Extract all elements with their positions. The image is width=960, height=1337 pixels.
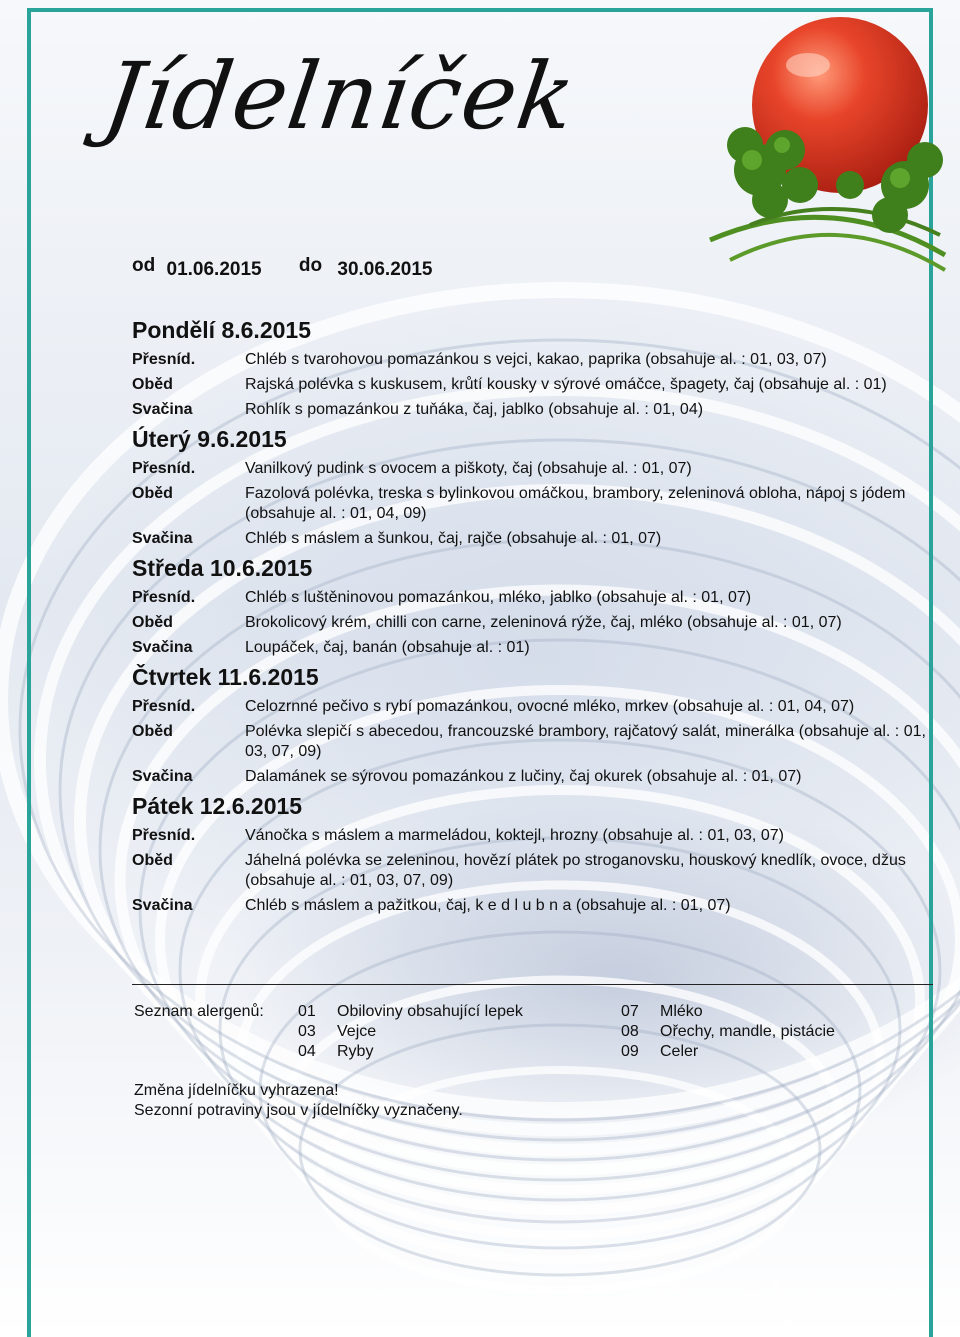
meal-label: Svačina (132, 768, 193, 785)
meal-text: Jáhelná polévka se zeleninou, hovězí plátek po stroganovsku, houskový knedlík, ovoce, džus (obsahuje al. : 01, 03, 07, 09) (245, 852, 906, 889)
allergen-name: Ořechy, mandle, pistácie (660, 1023, 835, 1040)
meal-row (132, 767, 932, 787)
day-title: Pátek 12.6.2015 (132, 793, 303, 819)
meal-text: Dalamánek se sýrovou pomazánkou z lučiny, čaj okurek (obsahuje al. : 01, 07) (245, 768, 802, 785)
meal-row (132, 484, 932, 524)
meal-text: Polévka slepičí s abecedou, francouzské brambory, rajčatový salát, minerálka (obsahuje al. : 01, 03, 07, 09) (245, 723, 926, 760)
meal-label: Svačina (132, 401, 193, 418)
meal-row (132, 826, 932, 846)
day-title: Pondělí 8.6.2015 (132, 317, 311, 343)
meal-label: Oběd (132, 376, 173, 393)
allergen-item (621, 1002, 835, 1022)
meal-text: Rohlík s pomazánkou z tuňáka, čaj, jablko (obsahuje al. : 01, 04) (245, 401, 704, 418)
meal-row (132, 697, 932, 717)
day-tuesday (132, 425, 932, 549)
divider (132, 984, 933, 985)
meal-row (132, 375, 932, 395)
meal-text: Brokolicový krém, chilli con carne, zeleninová rýže, čaj, mléko (obsahuje al. : 01, 07) (245, 614, 842, 631)
meal-row (132, 350, 932, 370)
brand-logo-icon (625, 1262, 905, 1332)
day-friday (132, 792, 932, 916)
meal-label: Svačina (132, 530, 193, 547)
allergen-name: Obiloviny obsahující lepek (337, 1003, 523, 1020)
meal-label: Svačina (132, 639, 193, 656)
meal-text: Loupáček, čaj, banán (obsahuje al. : 01) (245, 639, 530, 656)
meal-text: Rajská polévka s kuskusem, krůtí kousky v sýrové omáčce, špagety, čaj (obsahuje al. : 01) (245, 376, 887, 393)
date-range (132, 255, 432, 281)
footnote-line: Sezonní potraviny jsou v jídelníčky vyznačeny. (134, 1102, 463, 1119)
allergen-name: Mléko (660, 1003, 703, 1020)
meal-label: Přesníd. (132, 589, 196, 606)
meal-label: Přesníd. (132, 351, 196, 368)
day-title: Středa 10.6.2015 (132, 555, 313, 581)
meal-text: Chléb s luštěninovou pomazánkou, mléko, jablko (obsahuje al. : 01, 07) (245, 589, 752, 606)
day-thursday (132, 663, 932, 787)
meal-label: Přesníd. (132, 827, 196, 844)
day-monday (132, 316, 932, 420)
meal-label: Přesníd. (132, 698, 196, 715)
menu-title: Jídelníček (97, 43, 583, 150)
meal-row (132, 613, 932, 633)
meal-label: Oběd (132, 852, 173, 869)
allergen-code: 08 (621, 1023, 639, 1040)
meal-text: Vánočka s máslem a marmeládou, koktejl, hrozny (obsahuje al. : 01, 03, 07) (245, 827, 784, 844)
footnote (134, 1081, 463, 1121)
allergen-item (621, 1042, 835, 1062)
meal-row (132, 638, 932, 658)
from-label: od (132, 255, 156, 276)
meal-row (132, 896, 932, 916)
meal-text: Chléb s tvarohovou pomazánkou s vejci, kakao, paprika (obsahuje al. : 01, 03, 07) (245, 351, 827, 368)
from-date: 01.06.2015 (166, 259, 262, 280)
meal-text: Fazolová polévka, treska s bylinkovou omáčkou, brambory, zeleninová obloha, nápoj s jódem (obsahuje al. : 01, 04, 09) (245, 485, 906, 522)
meal-row (132, 459, 932, 479)
to-date: 30.06.2015 (337, 259, 433, 280)
allergen-item (298, 1042, 523, 1062)
allergen-name: Vejce (337, 1023, 377, 1040)
allergen-name: Ryby (337, 1043, 374, 1060)
allergen-heading: Seznam alergenů: (134, 1003, 264, 1020)
meal-label: Oběd (132, 485, 173, 502)
to-label: do (298, 255, 323, 276)
meal-row (132, 400, 932, 420)
meal-text: Vanilkový pudink s ovocem a piškoty, čaj (obsahuje al. : 01, 07) (245, 460, 692, 477)
day-title: Čtvrtek 11.6.2015 (132, 664, 319, 690)
weekly-menu (132, 316, 932, 921)
meal-text: Chléb s máslem a pažitkou, čaj, k e d l u b n a (obsahuje al. : 01, 07) (245, 897, 731, 914)
allergen-column-2 (621, 1002, 835, 1062)
meal-text: Celozrnné pečivo s rybí pomazánkou, ovocné mléko, mrkev (obsahuje al. : 01, 04, 07) (245, 698, 855, 715)
meal-label: Oběd (132, 723, 173, 740)
meal-row (132, 529, 932, 549)
meal-text: Chléb s máslem a šunkou, čaj, rajče (obsahuje al. : 01, 07) (245, 530, 662, 547)
day-title: Úterý 9.6.2015 (132, 426, 287, 452)
meal-label: Přesníd. (132, 460, 196, 477)
meal-row (132, 588, 932, 608)
allergen-code: 03 (298, 1023, 316, 1040)
meal-row (132, 851, 932, 891)
footnote-line: Změna jídelníčku vyhrazena! (134, 1082, 339, 1099)
tomato-icon (690, 10, 950, 280)
meal-label: Svačina (132, 897, 193, 914)
allergen-item (621, 1022, 835, 1042)
allergen-name: Celer (660, 1043, 699, 1060)
allergen-code: 01 (298, 1003, 316, 1020)
allergen-code: 04 (298, 1043, 316, 1060)
allergen-code: 09 (621, 1043, 639, 1060)
allergen-code: 07 (621, 1003, 639, 1020)
meal-row (132, 722, 932, 762)
allergen-item (298, 1002, 523, 1022)
meal-label: Oběd (132, 614, 173, 631)
day-wednesday (132, 554, 932, 658)
allergen-column-1 (298, 1002, 523, 1062)
allergen-item (298, 1022, 523, 1042)
